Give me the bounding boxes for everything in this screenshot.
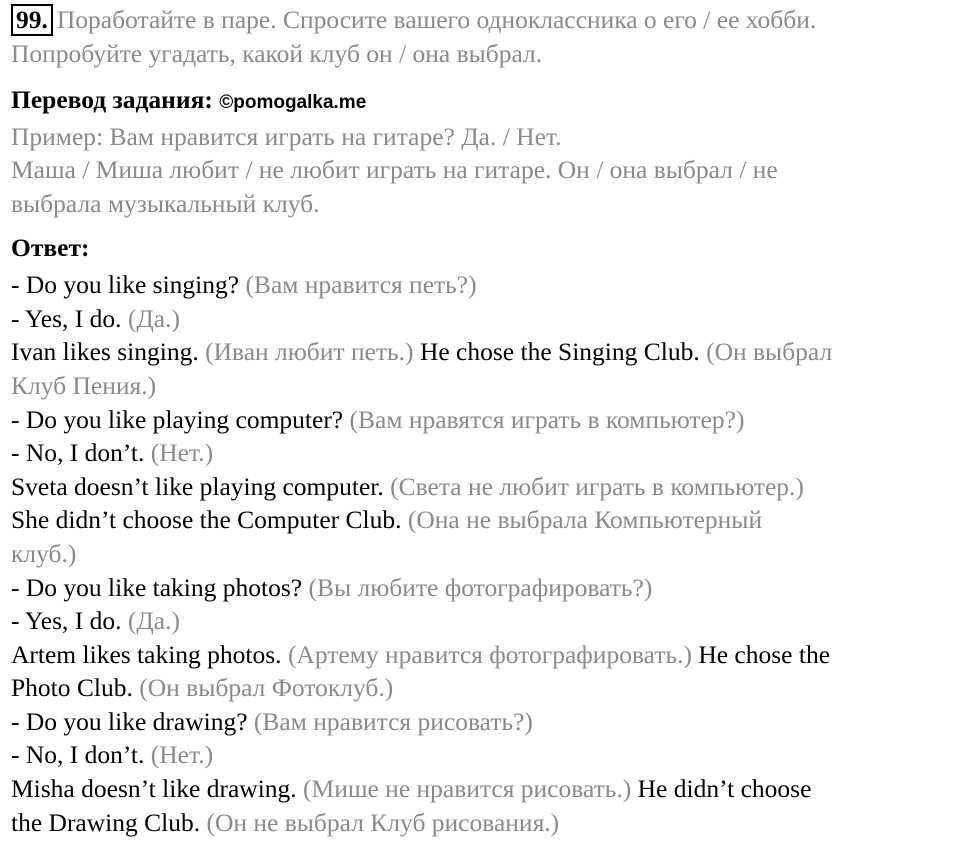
russian-translation: (Нет.) bbox=[150, 740, 214, 770]
russian-translation: (Он выбрал bbox=[706, 337, 833, 367]
answer-line bbox=[11, 638, 956, 672]
english-text: Misha doesn’t like drawing. bbox=[11, 774, 304, 804]
english-text: Photo Club. bbox=[11, 673, 140, 703]
answer-lines bbox=[11, 268, 956, 839]
russian-translation: (Вам нравятся играть в компьютер?) bbox=[349, 404, 745, 434]
english-text: Sveta doesn’t like playing computer. bbox=[11, 471, 391, 501]
english-text: - Yes, I do. bbox=[11, 606, 128, 636]
russian-translation: Клуб Пения.) bbox=[11, 370, 157, 400]
answer-line bbox=[11, 671, 956, 705]
russian-translation: (Мише не нравится рисовать.) bbox=[303, 774, 632, 804]
english-text: He didn’t choose bbox=[631, 774, 812, 804]
russian-translation: (Артему нравится фотографировать.) bbox=[287, 639, 692, 669]
russian-translation: (Вам нравится петь?) bbox=[245, 270, 477, 300]
answer-line bbox=[11, 436, 956, 470]
task-line-2: Попробуйте угадать, какой клуб он / она выбрал. bbox=[11, 38, 543, 68]
answer-line bbox=[11, 571, 956, 605]
russian-translation: (Нет.) bbox=[150, 438, 214, 468]
answer-line bbox=[11, 268, 956, 302]
english-text: - Do you like taking photos? bbox=[11, 572, 309, 602]
answer-line bbox=[11, 806, 956, 840]
translation-heading: Перевод задания: bbox=[11, 85, 213, 115]
english-text: Ivan likes singing. bbox=[11, 337, 206, 367]
answer-line bbox=[11, 369, 956, 403]
translation-heading-row bbox=[11, 83, 956, 120]
answer-line bbox=[11, 537, 956, 571]
answer-line bbox=[11, 705, 956, 739]
russian-translation: (Он выбрал Фотоклуб.) bbox=[139, 673, 394, 703]
task-text: Поработайте в паре. Спросите вашего одноклассника о его / ее хобби. bbox=[56, 5, 817, 34]
answer-line bbox=[11, 470, 956, 504]
russian-translation: (Иван любит петь.) bbox=[205, 337, 414, 367]
russian-translation: (Она не выбрала Компьютерный bbox=[407, 505, 763, 535]
english-text: - Yes, I do. bbox=[11, 303, 128, 333]
answer-line bbox=[11, 772, 956, 806]
document-page bbox=[11, 0, 956, 839]
english-text: - No, I don’t. bbox=[11, 740, 151, 770]
english-text: Artem likes taking photos. bbox=[11, 639, 288, 669]
answer-line bbox=[11, 738, 956, 772]
answer-heading: Ответ: bbox=[11, 232, 90, 262]
answer-line bbox=[11, 503, 956, 537]
answer-line bbox=[11, 604, 956, 638]
task-number-badge: 99. bbox=[11, 4, 53, 36]
russian-translation: (Света не любит играть в компьютер.) bbox=[390, 471, 804, 501]
english-text: the Drawing Club. bbox=[11, 807, 207, 837]
english-text: He chose the Singing Club. bbox=[413, 337, 707, 367]
russian-translation: (Да.) bbox=[127, 606, 180, 636]
translation-line-2: Маша / Миша любит / не любит играть на гитаре. Он / она выбрал / не bbox=[11, 155, 778, 185]
english-text: He chose the bbox=[691, 639, 831, 669]
answer-line bbox=[11, 335, 956, 369]
english-text: - Do you like playing computer? bbox=[11, 404, 350, 434]
english-text: - Do you like singing? bbox=[11, 270, 246, 300]
answer-line bbox=[11, 403, 956, 437]
translation-line-1: Пример: Вам нравится играть на гитаре? Да. / Нет. bbox=[11, 121, 562, 151]
russian-translation: (Он не выбрал Клуб рисования.) bbox=[206, 807, 560, 837]
russian-translation: (Вы любите фотографировать?) bbox=[308, 572, 653, 602]
watermark: ©pomogalka.me bbox=[219, 92, 367, 114]
russian-translation: (Да.) bbox=[127, 303, 180, 333]
answer-line bbox=[11, 302, 956, 336]
russian-translation: (Вам нравится рисовать?) bbox=[253, 706, 533, 736]
task-line-1 bbox=[11, 3, 956, 37]
russian-translation: клуб.) bbox=[11, 538, 77, 568]
translation-line-3: выбрала музыкальный клуб. bbox=[11, 188, 320, 218]
english-text: - Do you like drawing? bbox=[11, 706, 254, 736]
english-text: She didn’t choose the Computer Club. bbox=[11, 505, 408, 535]
english-text: - No, I don’t. bbox=[11, 438, 151, 468]
